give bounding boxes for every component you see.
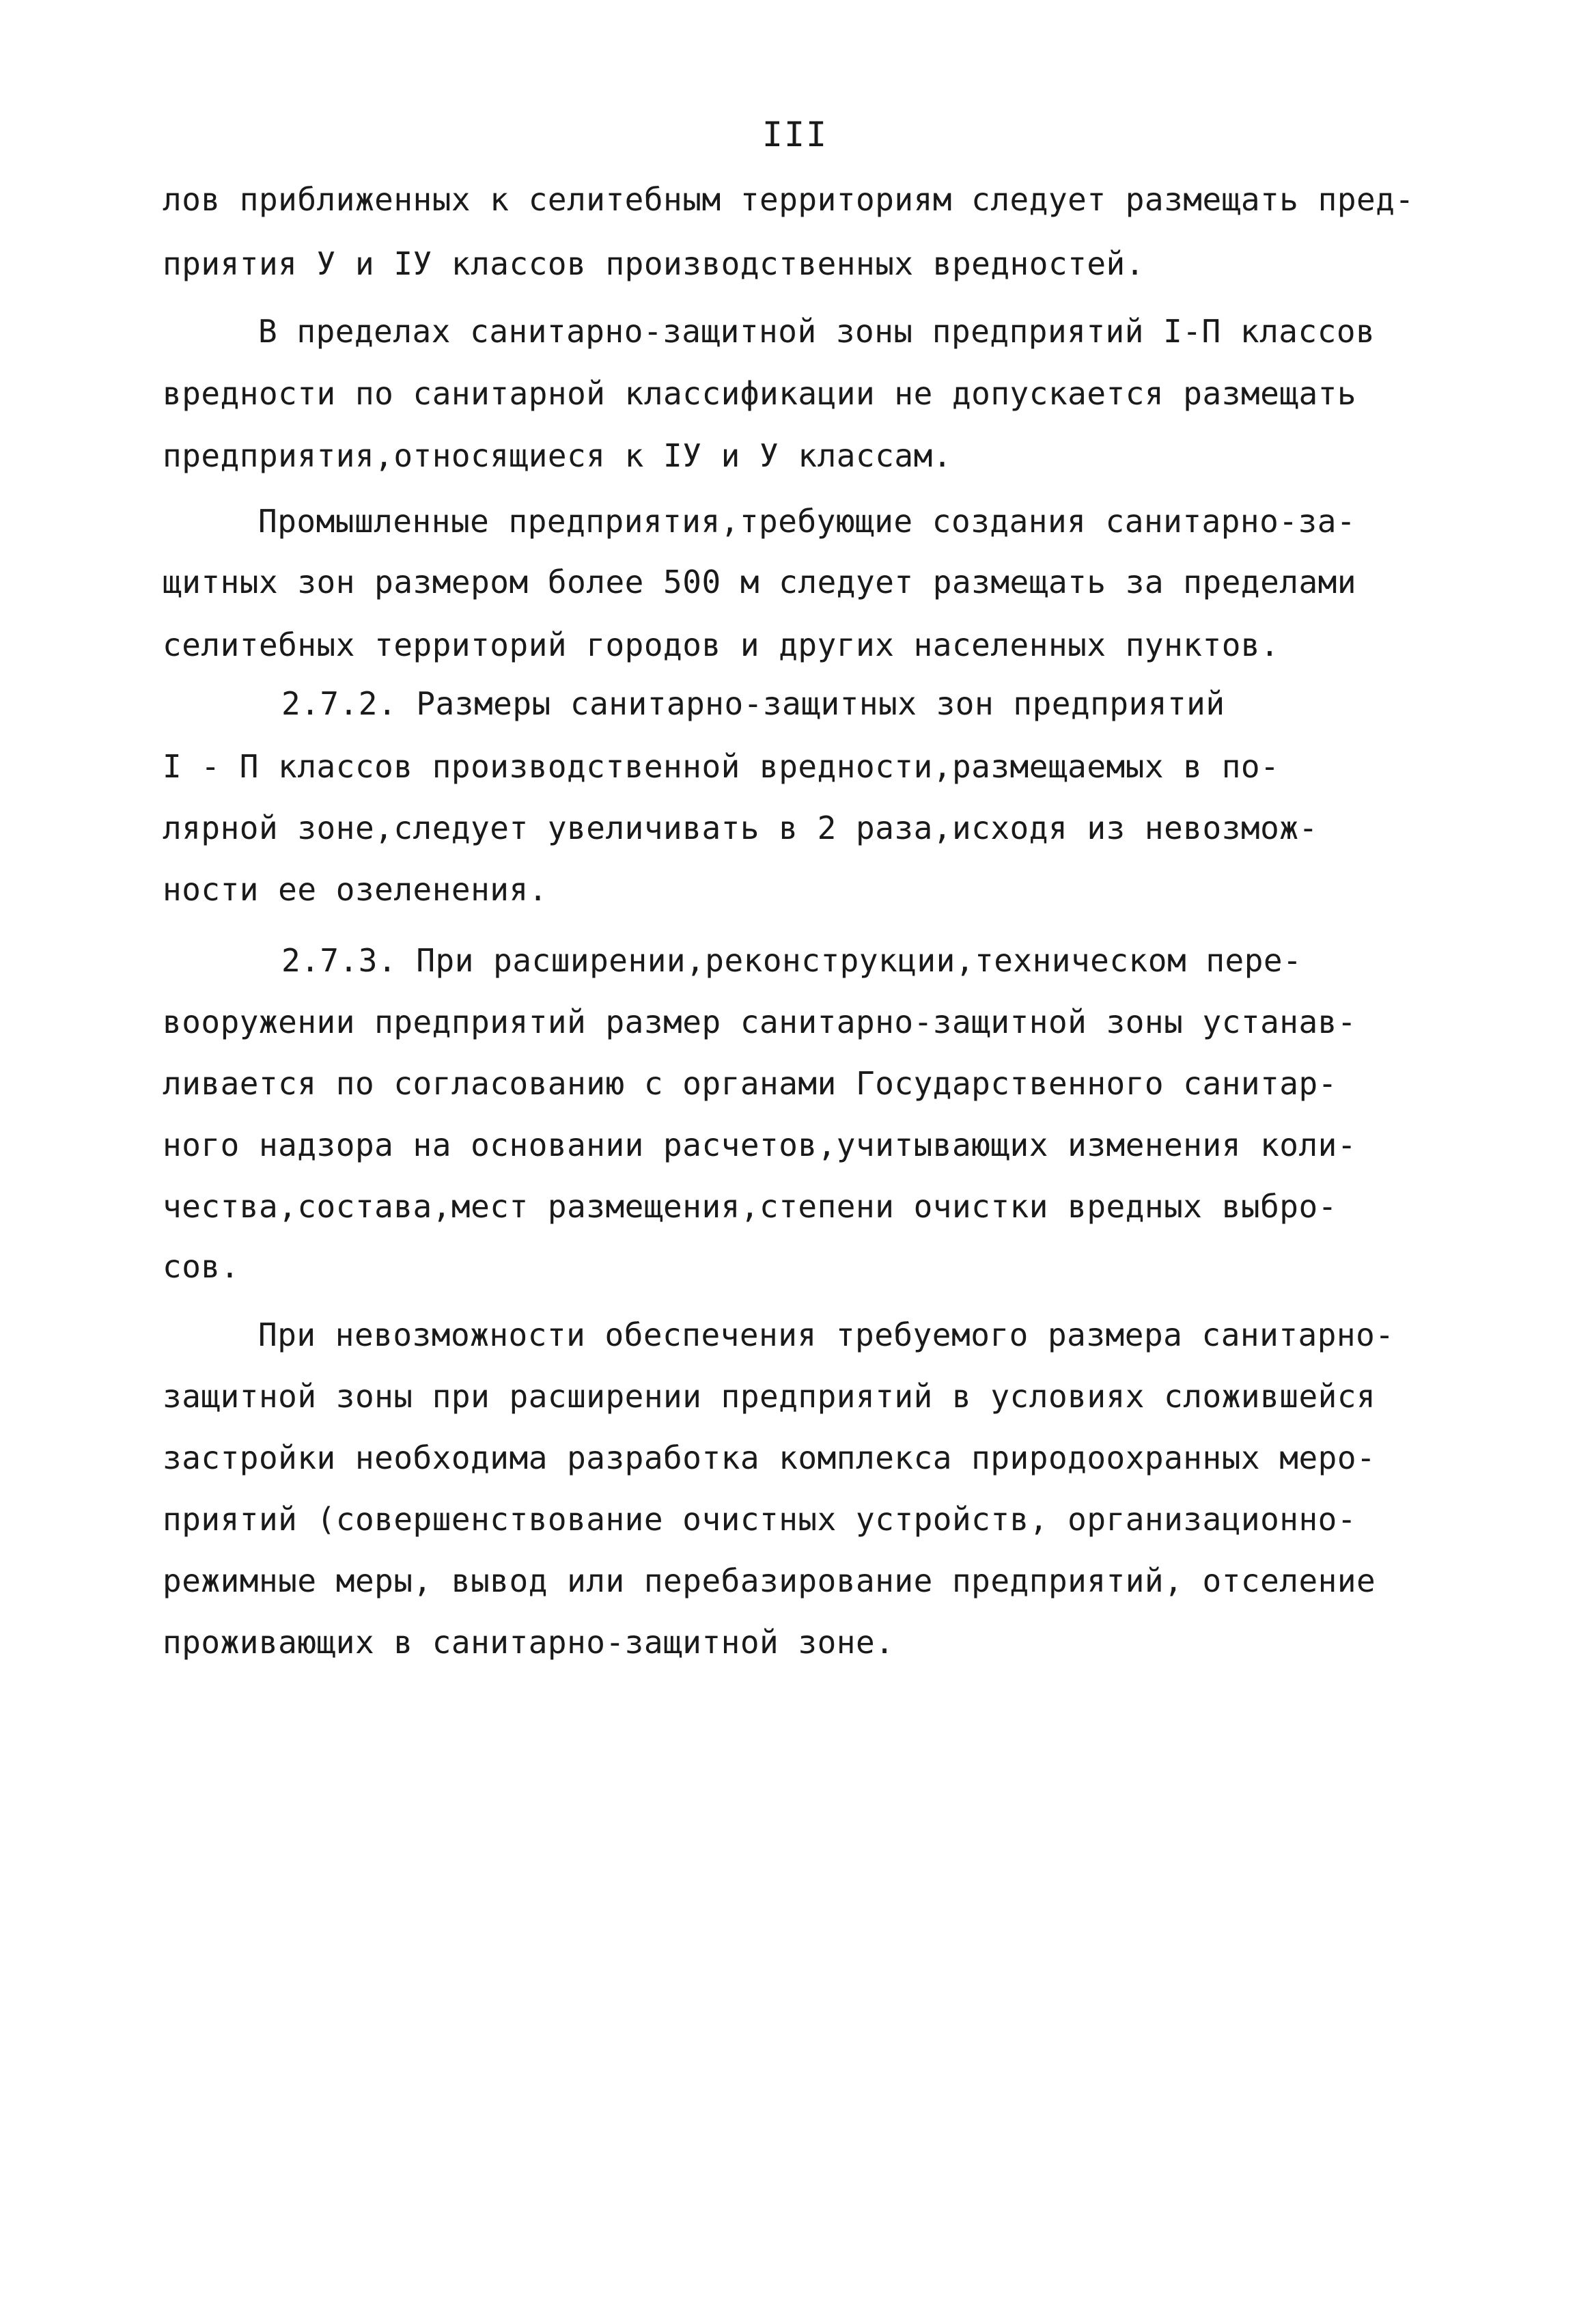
text-line: ного надзора на основании расчетов,учитывающих изменения коли- [163,1126,1357,1163]
text-line: В пределах санитарно-защитной зоны предприятий I-П классов [258,313,1376,350]
text-line: предприятия,относящиеся к IУ и У классам. [163,437,952,474]
text-line: проживающих в санитарно-защитной зоне. [163,1624,895,1661]
text-line: приятия У и IУ классов производственных вредностей. [163,245,1145,282]
text-line: лов приближенных к селитебным территориям следует размещать пред- [163,181,1414,218]
text-line: ливается по согласованию с органами Государственного санитар- [163,1065,1337,1102]
text-line: 2.7.2. Размеры санитарно-защитных зон предприятий [281,685,1225,722]
text-line: ности ее озеленения. [163,871,548,908]
text-line: режимные меры, вывод или перебазирование предприятий, отселение [163,1562,1376,1599]
text-line: приятий (совершенствование очистных устройств, организационно- [163,1501,1357,1538]
text-line: вредности по санитарной классификации не допускается размещать [163,375,1357,412]
text-line: Промышленные предприятия,требующие создания санитарно-за- [258,503,1356,540]
text-line: селитебных территорий городов и других населенных пунктов. [163,626,1280,663]
text-line: вооружении предприятий размер санитарно-защитной зоны устанав- [163,1004,1357,1040]
text-line: сов. [163,1248,240,1285]
text-line: чества,состава,мест размещения,степени очистки вредных выбро- [163,1188,1337,1225]
text-line: щитных зон размером более 500 м следует размещать за пределами [163,564,1357,600]
text-line: защитной зоны при расширении предприятий в условиях сложившейся [163,1378,1376,1415]
text-line: I - П классов производственной вредности,размещаемых в по- [163,748,1280,785]
page-number: III [762,115,828,154]
text-line: При невозможности обеспечения требуемого размера санитарно- [258,1316,1395,1353]
text-line: застройки необходима разработка комплекса природоохранных меро- [163,1439,1376,1476]
text-line: лярной зоне,следует увеличивать в 2 раза,исходя из невозмож- [163,810,1318,846]
text-line: 2.7.3. При расширении,реконструкции,техническом пере- [281,942,1302,979]
